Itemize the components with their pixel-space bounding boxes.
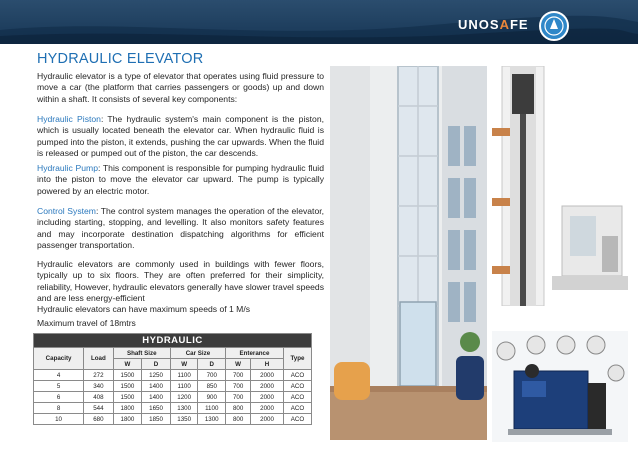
table-row <box>34 370 312 381</box>
table-cell: 4 <box>34 370 84 381</box>
subheader-car-d: D <box>198 359 226 370</box>
component-text: : This component is responsible for pumping hydraulic fluid into the piston to move the elevator car upward. The pump is typically powered by an electric motor. <box>37 163 324 196</box>
table-cell: 10 <box>34 414 84 425</box>
table-cell: 2000 <box>251 414 284 425</box>
table-cell: 1400 <box>142 381 171 392</box>
component-piston <box>37 114 324 159</box>
table-row <box>34 392 312 403</box>
table-cell: ACO <box>283 414 311 425</box>
table-cell: 1350 <box>170 414 198 425</box>
table-cell: 2000 <box>251 403 284 414</box>
table-cell: 6 <box>34 392 84 403</box>
table-cell: 1850 <box>142 414 171 425</box>
col-header-entrance: Enterance <box>226 348 284 359</box>
travel-line: Maximum travel of 18mtrs <box>37 318 136 328</box>
component-heading: Control System <box>37 206 96 216</box>
subheader-car-w: W <box>170 359 198 370</box>
table-cell: 1200 <box>170 392 198 403</box>
table-cell: 700 <box>226 381 251 392</box>
component-pump <box>37 163 324 197</box>
header-bar <box>0 0 638 44</box>
subheader-entrance-h: H <box>251 359 284 370</box>
table-cell: 700 <box>226 370 251 381</box>
table-cell: ACO <box>283 370 311 381</box>
intro-paragraph: Hydraulic elevator is a type of elevator that operates using fluid pressure to move a car (the platform that carries passengers or goods) up and down within a shaft. It consists of several key components: <box>37 71 324 104</box>
table-cell: 1300 <box>198 414 226 425</box>
table-cell: 5 <box>34 381 84 392</box>
table-row <box>34 381 312 392</box>
table-cell: 1100 <box>198 403 226 414</box>
table-cell: 1500 <box>113 370 142 381</box>
col-header-load: Load <box>84 348 114 370</box>
table-cell: 850 <box>198 381 226 392</box>
table-cell: 1250 <box>142 370 171 381</box>
page-title: HYDRAULIC ELEVATOR <box>37 51 204 67</box>
spec-table-container <box>33 333 312 425</box>
subheader-shaft-d: D <box>142 359 171 370</box>
table-cell: 1400 <box>142 392 171 403</box>
brand-accent: A <box>499 17 510 32</box>
brand-wordmark <box>458 17 529 31</box>
table-cell: 408 <box>84 392 114 403</box>
summary-paragraph: Hydraulic elevators are commonly used in buildings with fewer floors, typically up to six floors. They are often preferred for their simplicity, reliability, However, hydraulic elevators generally have slower travel speeds and are less energy-efficient <box>37 259 324 303</box>
table-cell: 1650 <box>142 403 171 414</box>
table-cell: 544 <box>84 403 114 414</box>
brand-logo-icon <box>539 11 569 41</box>
table-cell: 800 <box>226 403 251 414</box>
hydraulic-pump-photo <box>492 331 628 442</box>
component-control-system <box>37 206 324 251</box>
table-title: HYDRAULIC <box>34 334 312 348</box>
table-cell: 700 <box>198 370 226 381</box>
spec-table <box>33 333 312 425</box>
table-cell: 8 <box>34 403 84 414</box>
table-row <box>34 414 312 425</box>
table-cell: 1800 <box>113 414 142 425</box>
component-text: : The control system manages the operation of the elevator, including starting, stopping, and levelling. It also monitors safety features and may incorporate destination dispatching algorithms for efficient passenger transportation. <box>37 206 324 250</box>
col-header-car-size: Car Size <box>170 348 225 359</box>
table-cell: 1500 <box>113 392 142 403</box>
component-text: : The hydraulic system's main component is the piston, which is usually located beneath the elevator car. When hydraulic fluid is pumped into the piston, it extends, pushing the car upwards. When the fluid is released or pumped out of the piston, the car descends. <box>37 114 324 158</box>
subheader-entrance-w: W <box>226 359 251 370</box>
table-cell: 1300 <box>170 403 198 414</box>
table-cell: 2000 <box>251 381 284 392</box>
table-cell: 2000 <box>251 370 284 381</box>
component-heading: Hydraulic Piston <box>37 114 101 124</box>
table-cell: 800 <box>226 414 251 425</box>
speed-line: Hydraulic elevators can have maximum speeds of 1 M/s <box>37 304 251 314</box>
table-cell: ACO <box>283 403 311 414</box>
brand-suffix: FE <box>509 17 529 32</box>
table-cell: 1500 <box>113 381 142 392</box>
table-cell: 272 <box>84 370 114 381</box>
table-cell: 1100 <box>170 370 198 381</box>
component-heading: Hydraulic Pump <box>37 163 98 173</box>
table-cell: 900 <box>198 392 226 403</box>
col-header-shaft-size: Shaft Size <box>113 348 170 359</box>
col-header-capacity: Capacity <box>34 348 84 370</box>
table-cell: 1800 <box>113 403 142 414</box>
table-cell: ACO <box>283 392 311 403</box>
table-cell: 2000 <box>251 392 284 403</box>
table-cell: 680 <box>84 414 114 425</box>
brand-prefix: UNOS <box>458 17 500 32</box>
table-cell: 700 <box>226 392 251 403</box>
table-cell: 1100 <box>170 381 198 392</box>
elevator-shaft-diagram <box>492 66 628 306</box>
table-cell: 340 <box>84 381 114 392</box>
table-row <box>34 403 312 414</box>
table-body <box>34 370 312 425</box>
subheader-shaft-w: W <box>113 359 142 370</box>
table-cell: ACO <box>283 381 311 392</box>
glass-elevator-photo <box>330 66 487 440</box>
col-header-type: Type <box>283 348 311 370</box>
